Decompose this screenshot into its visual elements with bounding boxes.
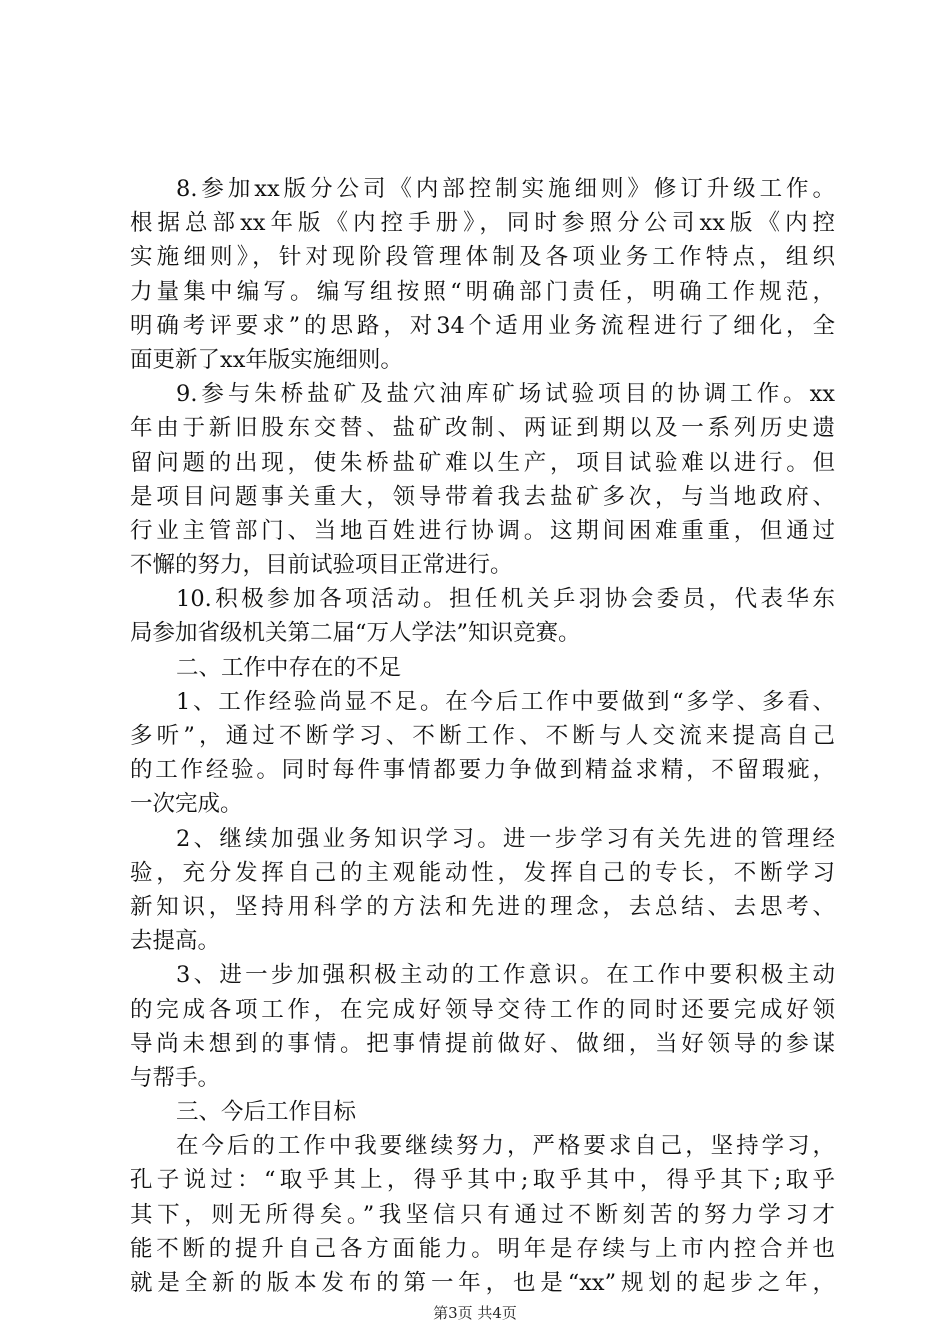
- paragraph-line: 实施细则》，针对现阶段管理体制及各项业务工作特点，组织: [130, 244, 835, 271]
- paragraph-line: 8.参加xx版分公司《内部控制实施细则》修订升级工作。: [176, 176, 835, 202]
- paragraph-line: 的工作经验。同时每件事情都要力争做到精益求精，不留瑕疵，: [130, 757, 835, 784]
- paragraph-line: 1、工作经验尚显不足。在今后工作中要做到“多学、多看、: [176, 688, 835, 715]
- paragraph-line: 能不断的提升自己各方面能力。明年是存续与上市内控合并也: [130, 1235, 835, 1262]
- paragraph-line: 其下，则无所得矣。”我坚信只有通过不断刻苦的努力学习才: [130, 1201, 835, 1228]
- paragraph-line: 力量集中编写。编写组按照“明确部门责任，明确工作规范，: [130, 278, 835, 305]
- paragraph-line: 是项目问题事关重大，领导带着我去盐矿多次，与当地政府、: [130, 483, 835, 510]
- paragraph-line: 验，充分发挥自己的主观能动性，发挥自己的专长，不断学习: [130, 859, 835, 886]
- page-footer: 第3页 共4页: [433, 1304, 517, 1322]
- section-heading: 二、工作中存在的不足: [176, 654, 402, 681]
- paragraph-line: 孔子说过：“取乎其上，得乎其中;取乎其中，得乎其下;取乎: [130, 1167, 835, 1194]
- paragraph-line: 一次完成。: [130, 791, 243, 818]
- section-heading: 三、今后工作目标: [176, 1099, 357, 1126]
- paragraph-line: 不懈的努力，目前试验项目正常进行。: [130, 552, 513, 579]
- paragraph-line: 年由于新旧股东交替、盐矿改制、两证到期以及一系列历史遗: [130, 415, 835, 442]
- paragraph-line: 3、进一步加强积极主动的工作意识。在工作中要积极主动: [176, 962, 835, 989]
- paragraph-line: 新知识，坚持用科学的方法和先进的理念，去总结、去思考、: [130, 893, 835, 920]
- paragraph-line: 9.参与朱桥盐矿及盐穴油库矿场试验项目的协调工作。xx: [176, 381, 835, 408]
- paragraph-line: 与帮手。: [130, 1064, 221, 1091]
- paragraph-line: 根据总部xx年版《内控手册》，同时参照分公司xx版《内控: [130, 210, 835, 237]
- paragraph-line: 导尚未想到的事情。把事情提前做好、做细，当好领导的参谋: [130, 1030, 835, 1057]
- paragraph-line: 面更新了xx年版实施细则。: [130, 346, 403, 373]
- paragraph-line: 就是全新的版本发布的第一年，也是“xx”规划的起步之年，: [130, 1270, 835, 1296]
- paragraph-line: 10.积极参加各项活动。担任机关乒羽协会委员，代表华东: [176, 586, 835, 613]
- paragraph-line: 的完成各项工作，在完成好领导交待工作的同时还要完成好领: [130, 996, 835, 1023]
- paragraph-line: 行业主管部门、当地百姓进行协调。这期间困难重重，但通过: [130, 517, 835, 544]
- paragraph-line: 去提高。: [130, 928, 221, 955]
- paragraph-line: 在今后的工作中我要继续努力，严格要求自己，坚持学习，: [176, 1133, 835, 1160]
- paragraph-line: 明确考评要求”的思路，对34个适用业务流程进行了细化，全: [130, 312, 835, 339]
- paragraph-line: 局参加省级机关第二届“万人学法”知识竞赛。: [130, 620, 581, 647]
- document-body: [130, 172, 835, 1300]
- paragraph-line: 留问题的出现，使朱桥盐矿难以生产，项目试验难以进行。但: [130, 449, 835, 476]
- paragraph-line: 多听”，通过不断学习、不断工作、不断与人交流来提高自己: [130, 723, 835, 749]
- paragraph-line: 2、继续加强业务知识学习。进一步学习有关先进的管理经: [176, 825, 835, 852]
